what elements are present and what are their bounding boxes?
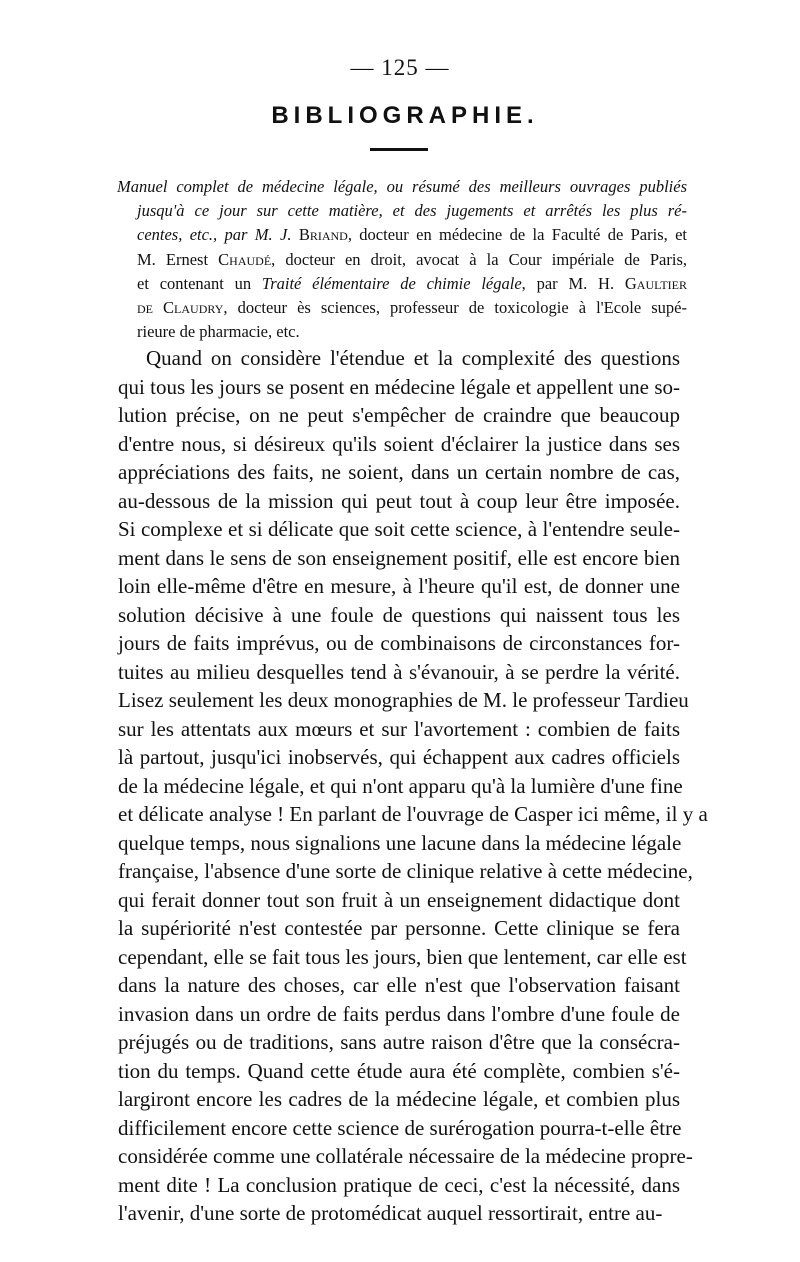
body-line: au-dessous de la mission qui peut tout à coup leur être imposée. (118, 488, 680, 513)
body-line: préjugés ou de traditions, sans autre raison d'être que la consécra- (118, 1030, 680, 1054)
body-line: quelque temps, nous signalions une lacune dans la médecine légale (118, 830, 682, 855)
body-line: jours de faits imprévus, ou de combinaisons de circonstances for- (118, 631, 680, 655)
body-line: qui ferait donner tout son fruit à un enseignement didactique dont (118, 887, 680, 912)
citation-line: de Claudry, docteur ès sciences, professeur de toxicologie à l'Ecole supé- (137, 298, 687, 318)
body-line: Quand on considère l'étendue et la complexité des questions (146, 346, 680, 370)
body-line: et délicate analyse ! En parlant de l'ouvrage de Casper ici même, il y a (118, 802, 708, 826)
body-line: invasion dans un ordre de faits perdus dans l'ombre d'une foule de (118, 1001, 680, 1026)
citation-block (117, 175, 687, 344)
citation-line: Manuel complet de médecine légale, ou résumé des meilleurs ouvrages publiés (117, 177, 687, 196)
body-line: appréciations des faits, ne soient, dans un certain nombre de cas, (118, 460, 680, 484)
body-text (118, 344, 708, 1228)
body-line: difficilement encore cette science de surérogation pourra-t-elle être (118, 1115, 682, 1140)
citation-line: centes, etc., par M. J. Briand, docteur en médecine de la Faculté de Paris, et (137, 225, 687, 245)
body-line: solution décisive à une foule de questions qui naissent tous les (118, 602, 680, 627)
body-line: tion du temps. Quand cette étude aura été complète, combien s'é- (118, 1058, 680, 1083)
body-line: lution précise, on ne peut s'empêcher de craindre que beaucoup (118, 403, 680, 427)
body-line: ment dans le sens de son enseignement positif, elle est encore bien (118, 545, 680, 570)
citation-line: et contenant un Traité élémentaire de chimie légale, par M. H. Gaultier (137, 273, 688, 293)
body-line: ment dite ! La conclusion pratique de ceci, c'est la nécessité, dans (118, 1172, 680, 1197)
body-line: d'entre nous, si désireux qu'ils soient d'éclairer la justice dans ses (118, 431, 680, 456)
citation-line: M. Ernest Chaudé, docteur en droit, avocat à la Cour impériale de Paris, (137, 249, 688, 269)
citation-line: jusqu'à ce jour sur cette matière, et des jugements et arrêtés les plus ré- (137, 201, 687, 221)
citation-line: rieure de pharmacie, etc. (137, 322, 300, 342)
body-line: là partout, jusqu'ici inobservés, qui échappent aux cadres officiels (118, 745, 680, 769)
body-line: loin elle-même d'être en mesure, à l'heure qu'il est, de donner une (118, 574, 680, 598)
body-line: largiront encore les cadres de la médecine légale, et combien plus (118, 1087, 680, 1111)
body-line: de la médecine légale, et qui n'ont apparu qu'à la lumière d'une fine (118, 773, 683, 798)
body-line: la supériorité n'est contestée par personne. Cette clinique se fera (118, 916, 680, 940)
body-line: considérée comme une collatérale nécessaire de la médecine propre- (118, 1144, 693, 1168)
page-number: — 125 — (350, 55, 450, 80)
body-line: qui tous les jours se posent en médecine légale et appellent une so- (118, 374, 680, 399)
body-line: cependant, elle se fait tous les jours, bien que lentement, car elle est (118, 944, 687, 969)
body-line: l'avenir, d'une sorte de protomédicat auquel ressortirait, entre au- (118, 1201, 663, 1225)
body-line: tuites au milieu desquelles tend à s'évanouir, à se perdre la vérité. (118, 659, 680, 684)
section-title: BIBLIOGRAPHIE. (271, 102, 539, 129)
title-rule (370, 148, 428, 151)
body-line: Lisez seulement les deux monographies de M. le professeur Tardieu (118, 688, 689, 712)
body-line: Si complexe et si délicate que soit cette science, à l'entendre seule- (118, 517, 680, 541)
body-line: dans la nature des choses, car elle n'est que l'observation faisant (118, 973, 680, 997)
body-line: française, l'absence d'une sorte de clinique relative à cette médecine, (118, 859, 693, 883)
body-line: sur les attentats aux mœurs et sur l'avortement : combien de faits (118, 716, 680, 741)
